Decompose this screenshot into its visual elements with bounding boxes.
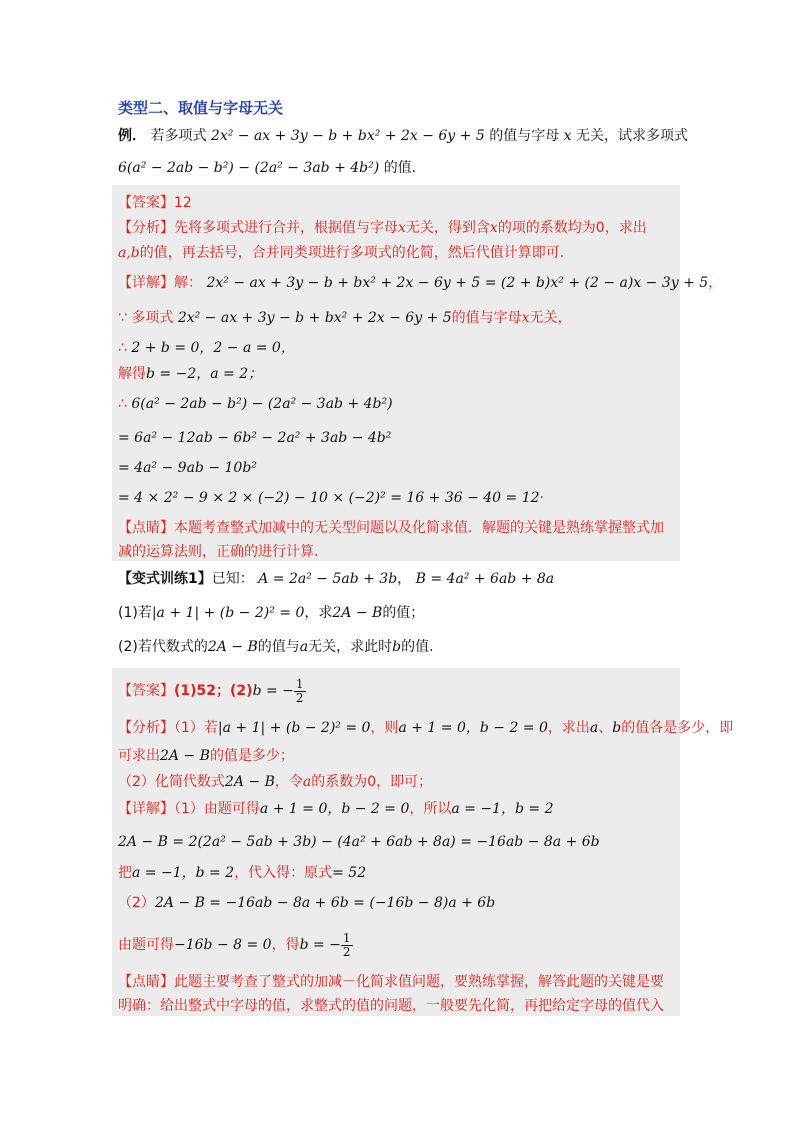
question-text: 若代数式的 — [137, 639, 208, 655]
analysis-2-line-1 — [118, 718, 733, 738]
detail-2-line-3 — [118, 863, 366, 883]
answer-label: 【答案】 — [118, 683, 174, 699]
detail-line-4 — [118, 364, 262, 384]
question-var: b — [392, 639, 402, 655]
detail-text: 解： — [174, 275, 202, 291]
analysis-text: 的值，再去括号，合并同类项进行多项式的化简，然后代值计算即可. — [139, 245, 565, 261]
question-math: |a + 1| + (b − 2)² = 0 — [151, 605, 305, 621]
comment-text: 本题考查整式加减中的无关型问题以及化简求值．解题的关键是熟练掌握整式加 — [174, 520, 664, 536]
comment-label: 【点睛】 — [118, 974, 174, 990]
detail-2-line-5 — [118, 930, 353, 960]
question-text: 无关，求此时 — [308, 639, 393, 655]
analysis-vars: a,b — [118, 245, 140, 261]
detail-polynomial: 2x² − ax + 3y − b + bx² + 2x − 6y + 5 — [177, 310, 452, 326]
analysis-text: ，令 — [274, 774, 303, 790]
answer-label: 【答案】 — [118, 195, 174, 211]
question-2 — [118, 637, 434, 657]
detail-text: 的值与字母 — [451, 310, 522, 326]
analysis-math: 2A − B — [224, 774, 275, 790]
detail-math: 2A − B = 2(2a² − 5ab + 3b) − (4a² + 6ab + 8a) = −16ab − 8a + 6b — [118, 834, 600, 850]
definition-B: B = 4a² + 6ab + 8a — [415, 571, 555, 587]
step-equation: b = −2，a = 2； — [146, 366, 263, 382]
analysis-math: |a + 1| + (b − 2)² = 0 — [217, 720, 371, 736]
example-label: 例． — [118, 128, 146, 144]
question-number: (1) — [118, 605, 138, 621]
example-text: 无关，试求多项式 — [576, 128, 689, 144]
detail-math: b = − — [299, 937, 341, 953]
question-math: 2A − B — [332, 605, 383, 621]
comment-2-line-2 — [118, 996, 664, 1016]
question-number: (2) — [118, 639, 138, 655]
analysis-2-line-2 — [118, 746, 294, 766]
detail-line-7 — [118, 458, 257, 478]
section-heading: 类型二、取值与字母无关 — [118, 99, 284, 117]
comment-line-1 — [118, 518, 664, 538]
example-text: 若多项式 — [150, 128, 207, 144]
question-text: 的值与 — [257, 639, 300, 655]
detail-line-6 — [118, 428, 391, 448]
detail-line-8 — [118, 488, 544, 508]
analysis-text: 的项的系数均为0，求出 — [497, 220, 647, 236]
detail-text: ， — [708, 275, 723, 291]
comment-text: 明确：给出整式中字母的值，求整式的值的问题，一般要先化简，再把给定字母的值代入 — [118, 998, 664, 1014]
analysis-text: （1）若 — [174, 720, 218, 736]
fraction-denominator: 2 — [342, 944, 351, 959]
answer-2-line — [118, 676, 306, 706]
example-line-1 — [118, 126, 688, 146]
analysis-line-2 — [118, 243, 564, 263]
comment-2-line-1 — [118, 972, 664, 992]
step-expression: = 4 × 2² − 9 × 2 × (−2) − 10 × (−2)² = 16 + 36 − 40 = 12 — [118, 490, 540, 506]
detail-equation: 2x² − ax + 3y − b + bx² + 2x − 6y + 5 = (2 + b)x² + (2 − a)x − 3y + 5 — [206, 275, 709, 291]
analysis-text: （2）化简代数式 — [118, 774, 225, 790]
step-expression: 6(a² − 2ab − b²) − (2a² − 3ab + 4b²) — [131, 396, 393, 412]
answer-line — [118, 193, 192, 213]
detail-text: ，代入得：原式 — [234, 865, 333, 881]
detail-math: a = −1，b = 2 — [451, 801, 554, 817]
analysis-2-line-3 — [118, 772, 432, 792]
detail-2-line-2 — [118, 832, 600, 852]
detail-text: ，所以 — [409, 801, 452, 817]
analysis-math: 2A − B — [160, 748, 210, 764]
step-equation: 2 + b = 0，2 − a = 0， — [131, 340, 295, 356]
detail-text: 无关， — [529, 310, 572, 326]
example-text: 的值. — [383, 160, 417, 176]
detail-line-3 — [118, 338, 295, 358]
detail-fraction — [341, 932, 353, 959]
therefore-symbol: ∴ — [118, 340, 127, 356]
fraction-denominator: 2 — [295, 690, 304, 705]
analysis-var: x — [489, 220, 498, 236]
analysis-text: 先将多项式进行合并，根据值与字母 — [174, 220, 398, 236]
analysis-text: 的值是多少； — [209, 748, 294, 764]
example-var: x — [563, 128, 572, 144]
detail-var: x — [521, 310, 530, 326]
question-var: a — [299, 639, 309, 655]
detail-line-1 — [118, 273, 722, 293]
detail-2-line-4 — [118, 893, 495, 913]
analysis-text: 的值各是多少，即 — [621, 720, 734, 736]
analysis-text: 无关，得到含 — [405, 220, 490, 236]
analysis-var: b — [612, 720, 622, 736]
detail-math: a = −1，b = 2 — [132, 865, 235, 881]
detail-text: 把 — [118, 865, 132, 881]
therefore-symbol: ∴ — [118, 396, 127, 412]
detail-2-line-1 — [118, 799, 554, 819]
detail-text: （1）由题可得 — [174, 801, 260, 817]
analysis-text: 的系数为0，即可； — [311, 774, 433, 790]
answer-text: (1)52；(2) — [174, 683, 253, 699]
example-line-2 — [118, 158, 416, 178]
analysis-text: ，则 — [370, 720, 399, 736]
detail-math: −16b − 8 = 0 — [174, 937, 272, 953]
analysis-label: 【分析】 — [118, 220, 174, 236]
question-text: 若 — [137, 605, 152, 621]
detail-text: 由题可得 — [118, 937, 174, 953]
answer-value: 12 — [174, 195, 192, 211]
question-text: ，求 — [304, 605, 333, 621]
analysis-text: ，求出 — [547, 720, 590, 736]
comment-line-2 — [118, 542, 318, 562]
fraction-numerator: 1 — [295, 676, 304, 691]
question-1 — [118, 603, 424, 623]
comment-label: 【点睛】 — [118, 520, 174, 536]
step-expression: = 6a² − 12ab − 6b² − 2a² + 3ab − 4b² — [118, 430, 392, 446]
variant-line — [118, 569, 554, 589]
analysis-var: a — [302, 774, 312, 790]
analysis-label: 【分析】 — [118, 720, 174, 736]
question-math: 2A − B — [207, 639, 258, 655]
detail-line-2 — [118, 308, 572, 328]
detail-label: 【详解】 — [118, 275, 174, 291]
analysis-math: a + 1 = 0，b − 2 = 0 — [398, 720, 548, 736]
variant-label: 【变式训练1】 — [118, 571, 212, 587]
answer-math: b = − — [252, 683, 294, 699]
example-text: 的值与字母 — [489, 128, 560, 144]
variant-text: 已知： — [211, 571, 254, 587]
step-expression: = 4a² − 9ab − 10b² — [118, 460, 257, 476]
solve-text: 解得 — [118, 366, 146, 382]
analysis-var: x — [398, 220, 406, 236]
analysis-var: a — [589, 720, 599, 736]
fraction-numerator: 1 — [342, 930, 351, 945]
answer-fraction — [294, 678, 306, 705]
detail-line-5 — [118, 394, 393, 414]
definition-A: A = 2a² − 5ab + 3b — [258, 571, 398, 587]
detail-text: ，得 — [271, 937, 300, 953]
detail-label: 【详解】 — [118, 801, 174, 817]
detail-text: （2） — [118, 895, 155, 911]
example-expression: 6(a² − 2ab − b²) − (2a² − 3ab + 4b²) — [118, 160, 380, 176]
because-text: ∵ 多项式 — [118, 310, 174, 326]
question-text: 的值. — [401, 639, 434, 655]
detail-math: 2A − B = −16ab − 8a + 6b = (−16b − 8)a + 6b — [154, 895, 496, 911]
question-text: 的值； — [382, 605, 425, 621]
detail-text: · — [539, 490, 544, 506]
detail-math: = 52 — [332, 865, 367, 881]
analysis-text: 、 — [598, 720, 613, 736]
example-polynomial: 2x² − ax + 3y − b + bx² + 2x − 6y + 5 — [210, 128, 485, 144]
analysis-line-1 — [118, 218, 647, 238]
variant-text: ， — [397, 571, 412, 587]
analysis-text: 可求出 — [118, 748, 160, 764]
comment-text: 减的运算法则，正确的进行计算. — [118, 544, 319, 560]
detail-math: a + 1 = 0，b − 2 = 0 — [259, 801, 410, 817]
comment-text: 此题主要考查了整式的加减－化简求值问题，要熟练掌握，解答此题的关键是要 — [174, 974, 664, 990]
